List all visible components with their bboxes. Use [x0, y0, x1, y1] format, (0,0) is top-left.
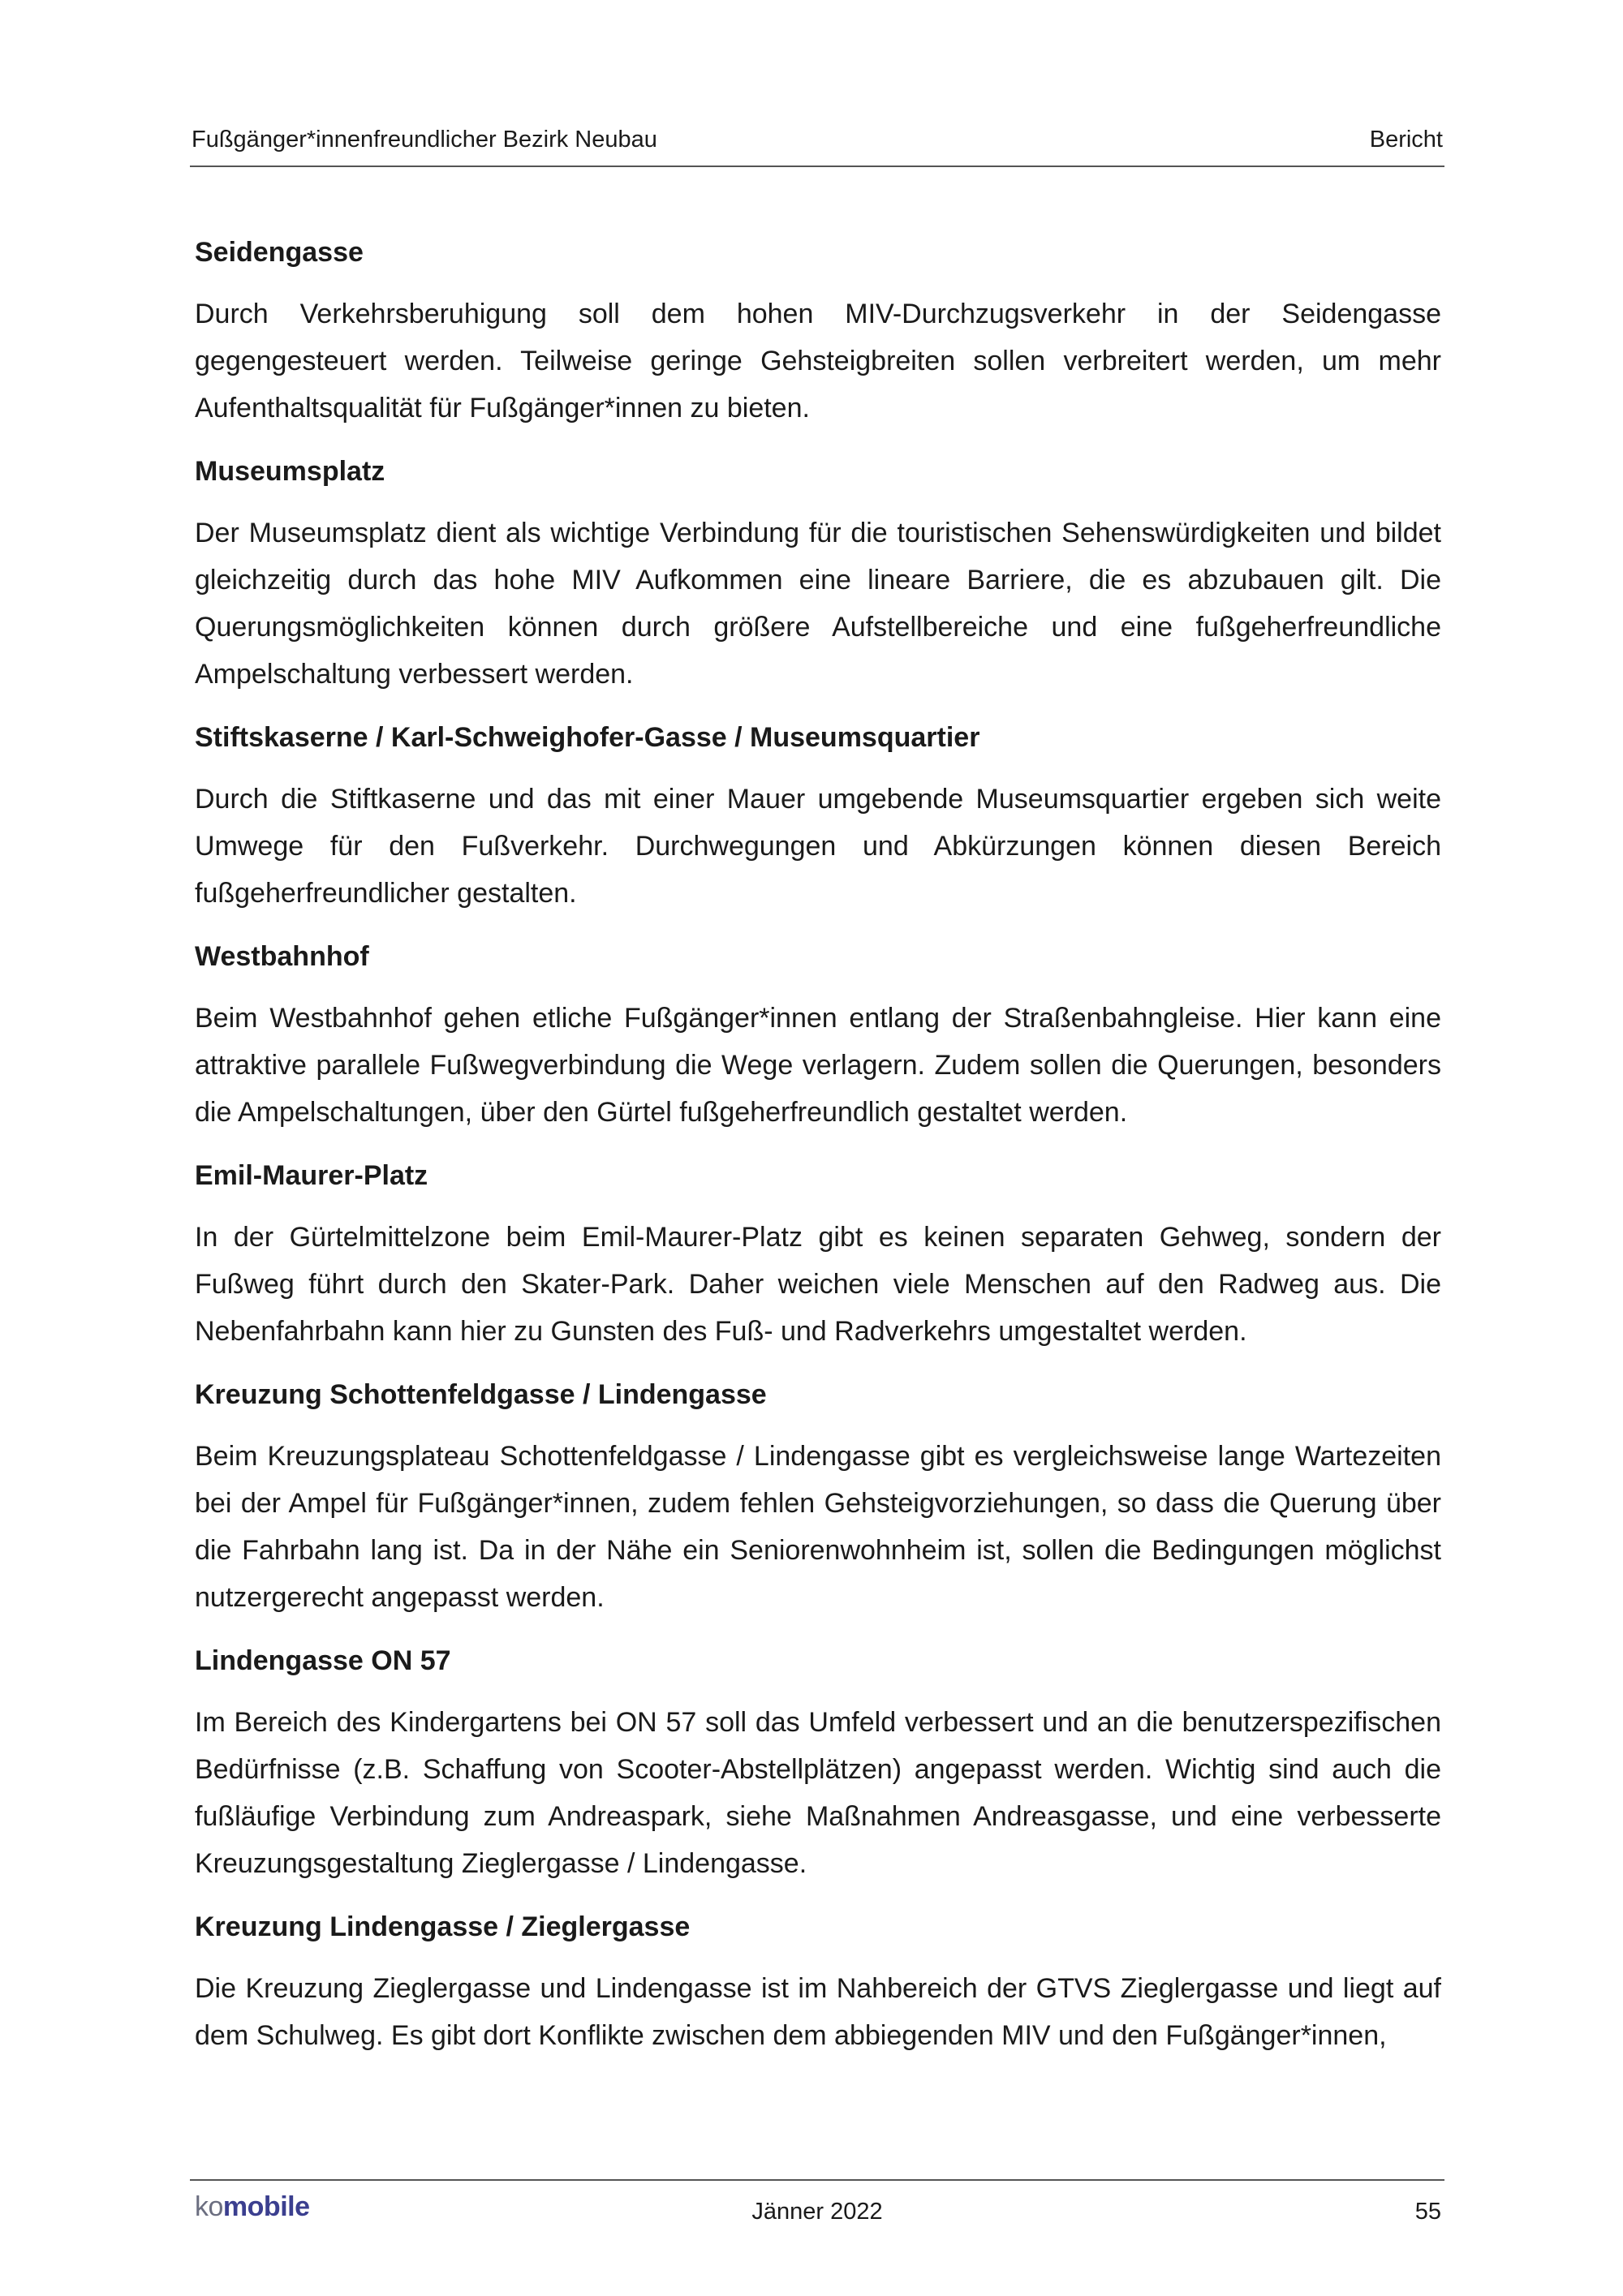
section-paragraph: Die Kreuzung Zieglergasse und Lindengasse ist im Nahbereich der GTVS Zieglergasse und liegt auf dem Schulweg. Es gibt dort Konflikte zwischen dem abbiegenden MIV und den Fußgänger*innen, — [195, 1973, 1441, 2051]
section-paragraph: Beim Westbahnhof gehen etliche Fußgänger*innen entlang der Straßenbahngleise. Hier kann eine attraktive parallele Fußwegverbindung die Wege verlagern. Zudem sollen die Querungen, besonders die Ampelschaltungen, über den Gürtel fußgeherfreundlich gestaltet werden. — [195, 1003, 1441, 1128]
section-heading: Seidengasse — [195, 237, 364, 268]
section-kreuzung-schottenfeldgasse — [195, 1371, 1441, 1621]
section-paragraph: Durch die Stiftkaserne und das mit einer Mauer umgebende Museumsquartier ergeben sich weite Umwege für den Fußverkehr. Durchwegungen und Abkürzungen können diesen Bereich fußgeherfreundlicher gestalten. — [195, 784, 1441, 909]
logo-ko-text: ko — [195, 2191, 223, 2222]
section-museumsplatz — [195, 448, 1441, 698]
document-title: Fußgänger*innenfreundlicher Bezirk Neubau — [192, 127, 657, 153]
section-heading: Museumsplatz — [195, 456, 385, 487]
section-emil-maurer-platz — [195, 1152, 1441, 1355]
section-stiftskaserne — [195, 714, 1441, 917]
section-heading: Kreuzung Lindengasse / Zieglergasse — [195, 1911, 691, 1942]
footer-date: Jänner 2022 — [751, 2199, 883, 2225]
section-heading: Westbahnhof — [195, 941, 369, 972]
section-label: Bericht — [1369, 127, 1443, 153]
section-paragraph: Beim Kreuzungsplateau Schottenfeldgasse / Lindengasse gibt es vergleichsweise lange Wartezeiten bei der Ampel für Fußgänger*innen, zudem fehlen Gehsteigvorziehungen, so dass die Querung über die Fahrbahn lang ist. Da in der Nähe ein Seniorenwohnheim ist, sollen die Bedingungen möglichst nutzergerecht angepasst werden. — [195, 1441, 1441, 1613]
section-kreuzung-lindengasse-zieglergasse — [195, 1903, 1441, 2059]
section-paragraph: Der Museumsplatz dient als wichtige Verbindung für die touristischen Sehenswürdigkeiten und bildet gleichzeitig durch das hohe MIV Aufkommen eine lineare Barriere, die es abzubauen gilt. Die Querungsmöglichkeiten können durch größere Aufstellbereiche und eine fußgeherfreundliche Ampelschaltung verbessert werden. — [195, 518, 1441, 690]
page-header — [190, 120, 1444, 167]
section-heading: Emil-Maurer-Platz — [195, 1160, 428, 1191]
page-number: 55 — [1414, 2199, 1441, 2225]
section-heading: Stiftskaserne / Karl-Schweighofer-Gasse / Museumsquartier — [195, 722, 980, 753]
section-heading: Kreuzung Schottenfeldgasse / Lindengasse — [195, 1379, 767, 1410]
section-lindengasse-on-57 — [195, 1637, 1441, 1887]
section-paragraph: Im Bereich des Kindergartens bei ON 57 soll das Umfeld verbessert und an die benutzerspezifischen Bedürfnisse (z.B. Schaffung von Scooter-Abstellplätzen) angepasst werden. Wichtig sind auch die fußläufige Verbindung zum Andreaspark, siehe Maßnahmen Andreasgasse, und eine verbesserte Kreuzungsgestaltung Zieglergasse / Lindengasse. — [195, 1707, 1441, 1879]
section-paragraph: In der Gürtelmittelzone beim Emil-Maurer-Platz gibt es keinen separaten Gehweg, sondern der Fußweg führt durch den Skater-Park. Daher weichen viele Menschen auf den Radweg aus. Die Nebenfahrbahn kann hier zu Gunsten des Fuß- und Radverkehrs umgestaltet werden. — [195, 1222, 1441, 1347]
section-westbahnhof — [195, 933, 1441, 1136]
section-seidengasse — [195, 229, 1441, 432]
logo-mobile-text: mobile — [222, 2191, 310, 2222]
section-paragraph: Durch Verkehrsberuhigung soll dem hohen MIV-Durchzugsverkehr in der Seidengasse gegengesteuert werden. Teilweise geringe Gehsteigbreiten sollen verbreitert werden, um mehr Aufenthaltsqualität für Fußgänger*innen zu bieten. — [195, 299, 1441, 424]
main-content — [195, 229, 1441, 2075]
section-heading: Lindengasse ON 57 — [195, 1645, 451, 1676]
page-footer — [190, 2179, 1444, 2229]
